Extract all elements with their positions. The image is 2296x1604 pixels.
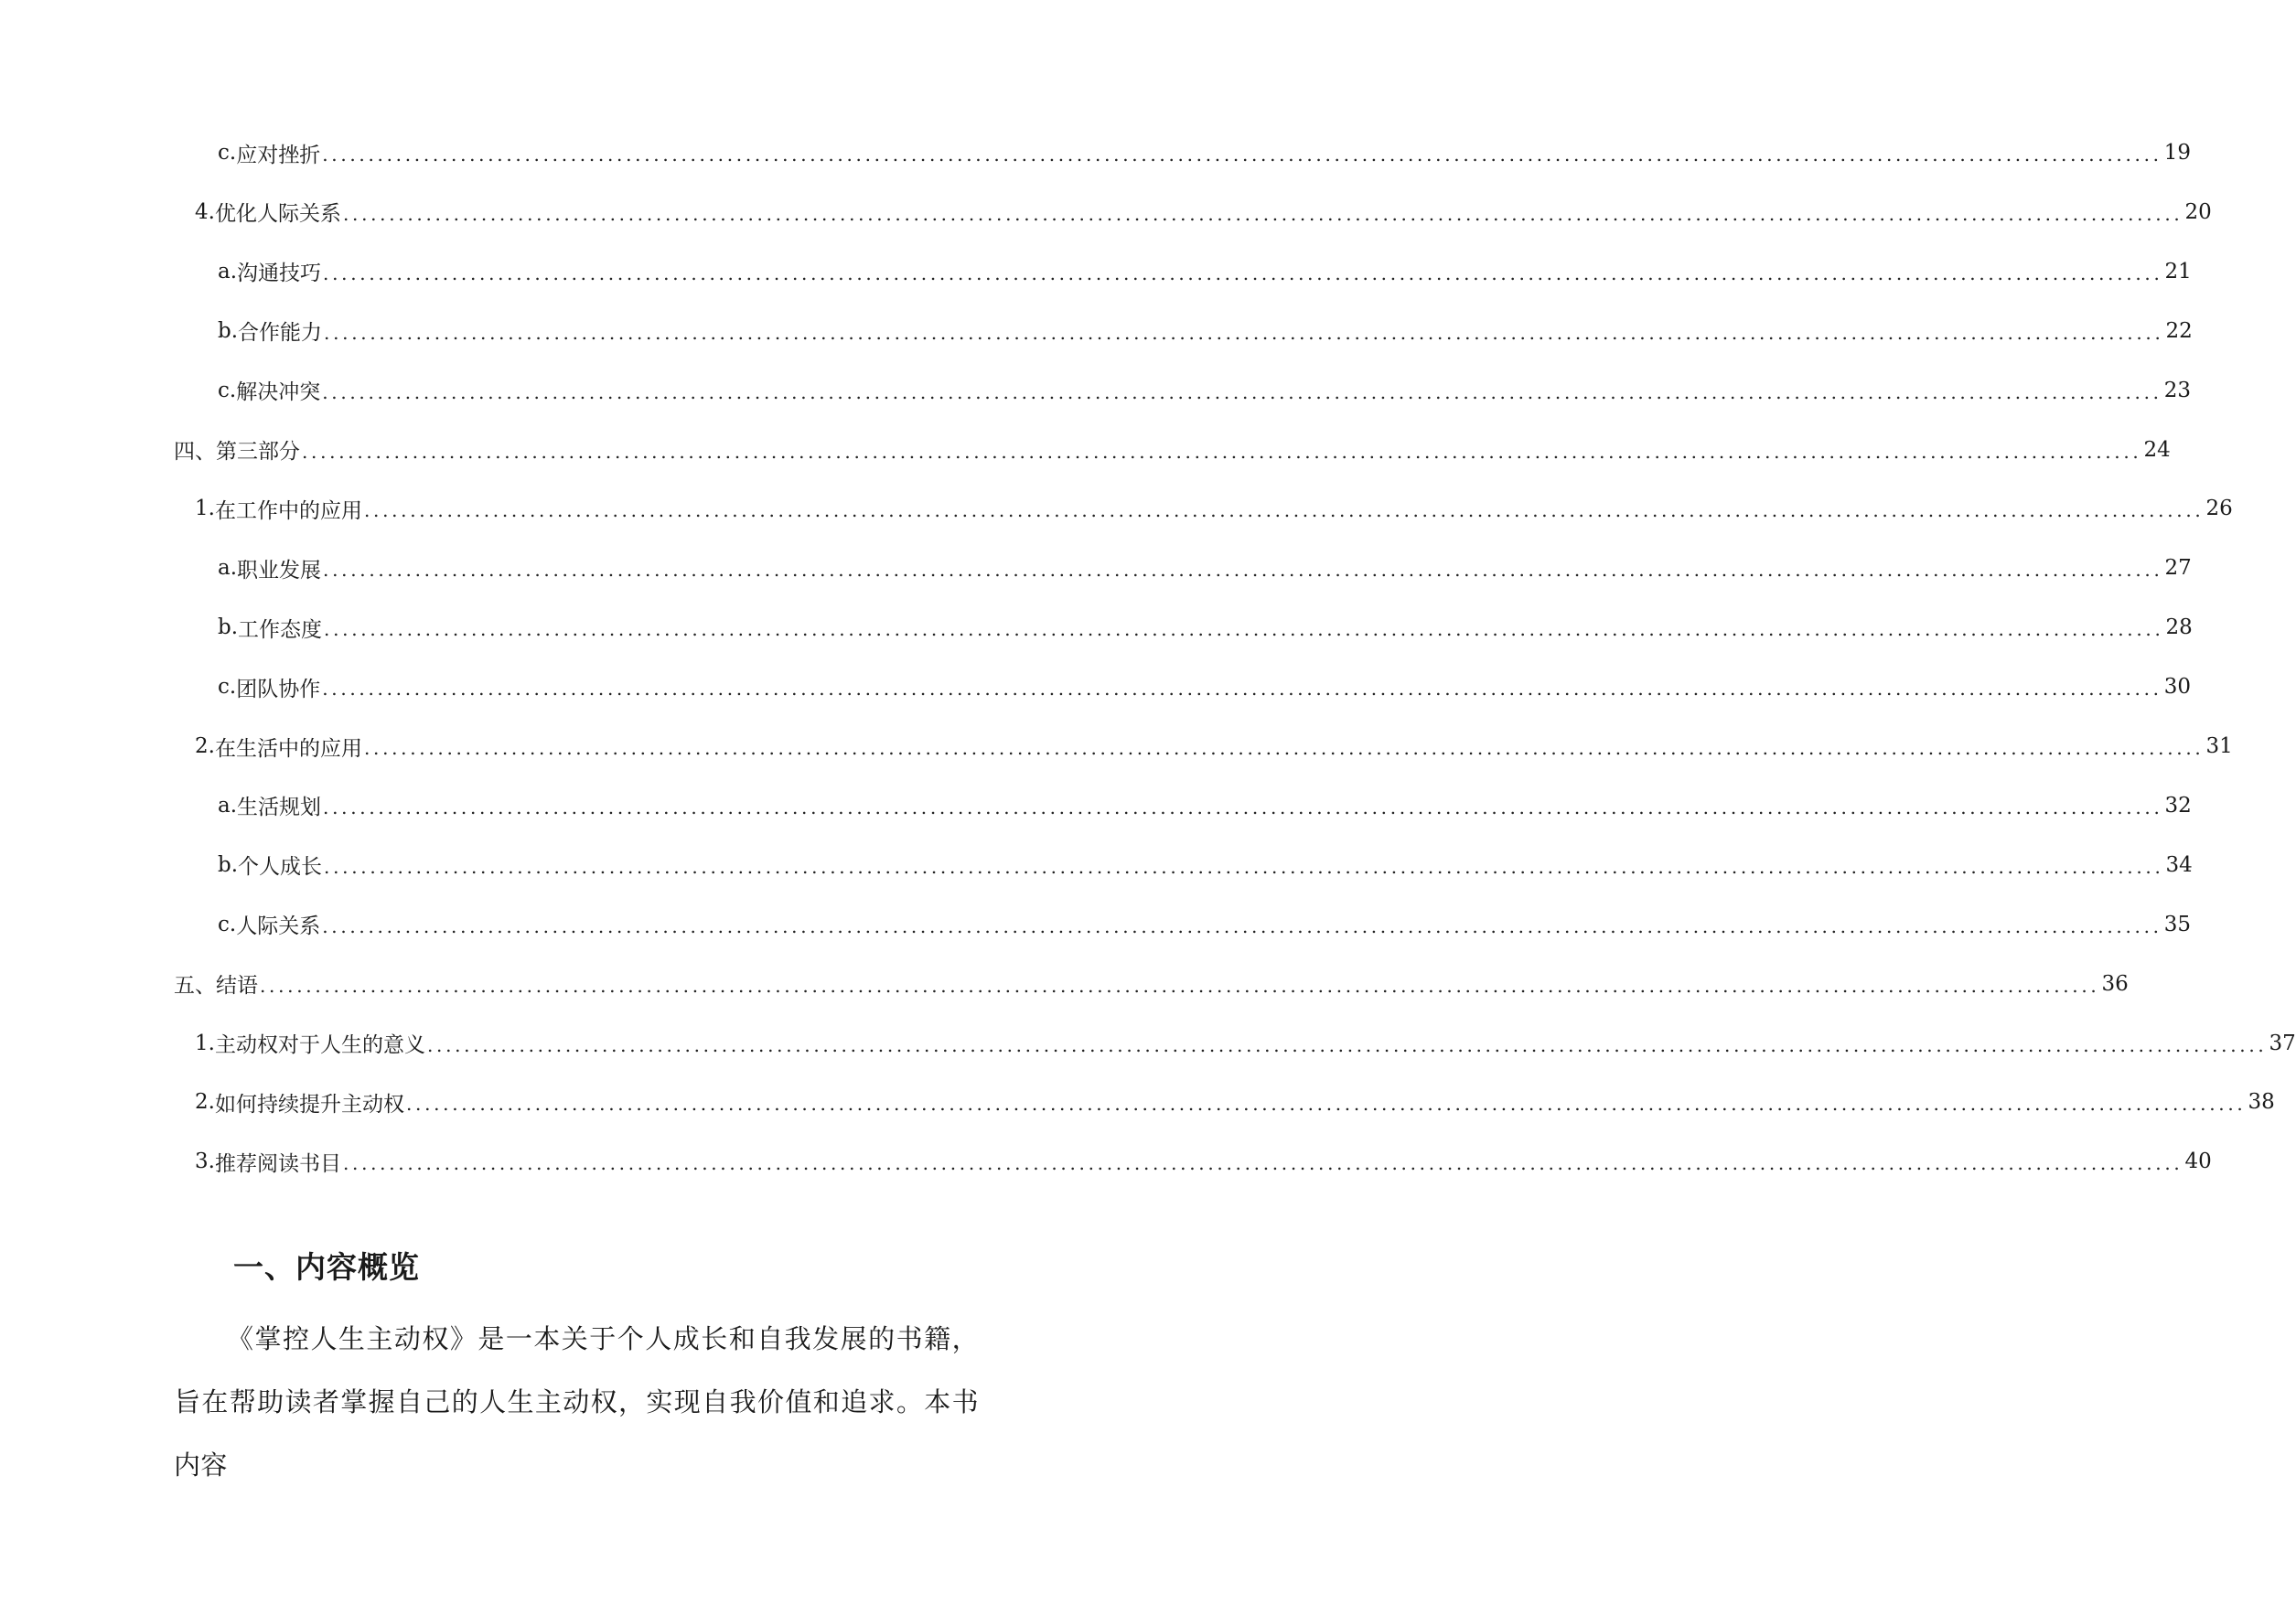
toc-entry-title: 合作能力 bbox=[238, 321, 323, 346]
toc-entry-page-number: 26 bbox=[2205, 497, 2233, 521]
toc-entry-page-number: 23 bbox=[2163, 378, 2191, 402]
toc-entry-title: 工作态度 bbox=[238, 617, 323, 642]
toc-entry[interactable] bbox=[195, 493, 2233, 524]
section-heading: 一、内容概览 bbox=[233, 1249, 420, 1285]
toc-leader-dots: ........................................................................................................................................................................................................ bbox=[322, 678, 2162, 700]
toc-entry-page-number: 28 bbox=[2165, 615, 2193, 640]
toc-entry-number: c. bbox=[218, 675, 237, 700]
toc-entry-number: 1. bbox=[195, 1031, 215, 1055]
toc-entry-page-number: 22 bbox=[2165, 318, 2193, 343]
toc-entry[interactable] bbox=[218, 375, 2191, 406]
toc-entry-page-number: 24 bbox=[2143, 437, 2171, 462]
toc-entry[interactable] bbox=[195, 1086, 2275, 1117]
toc-entry-page-number: 27 bbox=[2164, 556, 2192, 581]
toc-entry-title: 生活规划 bbox=[237, 796, 322, 820]
toc-entry[interactable] bbox=[218, 137, 2191, 168]
toc-entry-page-number: 40 bbox=[2184, 1150, 2212, 1174]
toc-entry[interactable] bbox=[174, 968, 2129, 1000]
toc-entry-title: 团队协作 bbox=[236, 677, 321, 701]
toc-entry-title: 在工作中的应用 bbox=[214, 498, 362, 523]
toc-entry[interactable] bbox=[218, 671, 2191, 702]
toc-entry[interactable] bbox=[218, 850, 2193, 881]
toc-entry-title: 推荐阅读书目 bbox=[214, 1151, 341, 1176]
toc-entry[interactable] bbox=[218, 790, 2192, 821]
toc-entry-number: b. bbox=[218, 318, 239, 343]
toc-entry[interactable] bbox=[218, 612, 2193, 643]
toc-entry-title: 职业发展 bbox=[237, 558, 322, 583]
toc-leader-dots: ........................................................................................................................................................................................................ bbox=[363, 737, 2205, 759]
toc-leader-dots: ........................................................................................................................................................................................................ bbox=[363, 499, 2205, 522]
toc-leader-dots: ........................................................................................................................................................................................................ bbox=[302, 440, 2142, 463]
toc-entry-title: 优化人际关系 bbox=[214, 202, 341, 227]
toc-entry-page-number: 21 bbox=[2164, 259, 2192, 283]
toc-leader-dots: ........................................................................................................................................................................................................ bbox=[322, 144, 2162, 166]
toc-entry[interactable] bbox=[195, 731, 2233, 762]
toc-entry-number: a. bbox=[218, 259, 238, 283]
toc-entry-number: c. bbox=[218, 912, 237, 936]
toc-entry-number: a. bbox=[218, 793, 238, 818]
toc-entry[interactable] bbox=[218, 315, 2193, 347]
toc-entry-page-number: 30 bbox=[2163, 675, 2191, 700]
toc-entry[interactable] bbox=[174, 434, 2171, 465]
toc-entry[interactable] bbox=[218, 909, 2191, 940]
toc-entry-page-number: 36 bbox=[2101, 971, 2129, 996]
toc-entry-number: b. bbox=[218, 615, 239, 640]
toc-entry-title: 如何持续提升主动权 bbox=[214, 1092, 404, 1117]
toc-entry-title: 解决冲突 bbox=[236, 380, 321, 405]
toc-leader-dots: ........................................................................................................................................................................................................ bbox=[324, 618, 2164, 641]
toc-entry-title: 四、第三部分 bbox=[174, 440, 300, 464]
toc-entry-number: 4. bbox=[195, 199, 215, 224]
toc-entry[interactable] bbox=[218, 552, 2192, 583]
toc-leader-dots: ........................................................................................................................................................................................................ bbox=[324, 855, 2164, 878]
toc-entry-number: 2. bbox=[195, 1090, 215, 1115]
toc-entry-number: a. bbox=[218, 556, 238, 581]
toc-entry-page-number: 35 bbox=[2163, 912, 2191, 936]
toc-leader-dots: ........................................................................................................................................................................................................ bbox=[324, 321, 2164, 344]
toc-entry-title: 在生活中的应用 bbox=[214, 736, 362, 761]
toc-leader-dots: ........................................................................................................................................................................................................ bbox=[322, 380, 2162, 403]
toc-leader-dots: ........................................................................................................................................................................................................ bbox=[260, 974, 2100, 997]
toc-leader-dots: ........................................................................................................................................................................................................ bbox=[323, 559, 2163, 582]
toc-entry[interactable] bbox=[195, 197, 2212, 228]
toc-leader-dots: ........................................................................................................................................................................................................ bbox=[342, 202, 2183, 225]
toc-entry-page-number: 34 bbox=[2165, 852, 2193, 877]
toc-entry-title: 个人成长 bbox=[238, 855, 323, 880]
toc-leader-dots: ........................................................................................................................................................................................................ bbox=[322, 914, 2162, 937]
toc-entry-number: 3. bbox=[195, 1150, 215, 1174]
toc-entry-page-number: 37 bbox=[2269, 1031, 2296, 1055]
toc-entry-title: 主动权对于人生的意义 bbox=[214, 1033, 425, 1057]
toc-entry-title: 沟通技巧 bbox=[237, 262, 322, 286]
toc-leader-dots: ........................................................................................................................................................................................................ bbox=[426, 1033, 2268, 1056]
toc-entry-page-number: 38 bbox=[2248, 1090, 2275, 1115]
toc-entry-page-number: 20 bbox=[2184, 199, 2212, 224]
toc-leader-dots: ........................................................................................................................................................................................................ bbox=[323, 262, 2163, 284]
toc-entry[interactable] bbox=[195, 1146, 2212, 1177]
toc-entry[interactable] bbox=[195, 1028, 2296, 1059]
toc-entry-number: c. bbox=[218, 141, 237, 165]
body-paragraph: 《掌控人生主动权》是一本关于个人成长和自我发展的书籍，旨在帮助读者掌握自己的人生主动权，实现自我价值和追求。本书内容 bbox=[174, 1323, 979, 1481]
toc-entry[interactable] bbox=[218, 256, 2192, 287]
toc-entry-title: 五、结语 bbox=[174, 974, 258, 999]
toc-entry-title: 人际关系 bbox=[236, 914, 321, 939]
toc-entry-number: b. bbox=[218, 852, 239, 877]
toc-entry-page-number: 32 bbox=[2164, 793, 2192, 818]
toc-entry-number: 2. bbox=[195, 734, 215, 758]
toc-entry-page-number: 19 bbox=[2163, 141, 2191, 165]
toc-leader-dots: ........................................................................................................................................................................................................ bbox=[323, 796, 2163, 818]
toc-entry-number: 1. bbox=[195, 497, 215, 521]
toc-entry-number: c. bbox=[218, 378, 237, 402]
toc-leader-dots: ........................................................................................................................................................................................................ bbox=[405, 1093, 2247, 1116]
toc-leader-dots: ........................................................................................................................................................................................................ bbox=[342, 1152, 2183, 1175]
toc-entry-title: 应对挫折 bbox=[236, 143, 321, 167]
toc-entry-page-number: 31 bbox=[2205, 734, 2233, 758]
